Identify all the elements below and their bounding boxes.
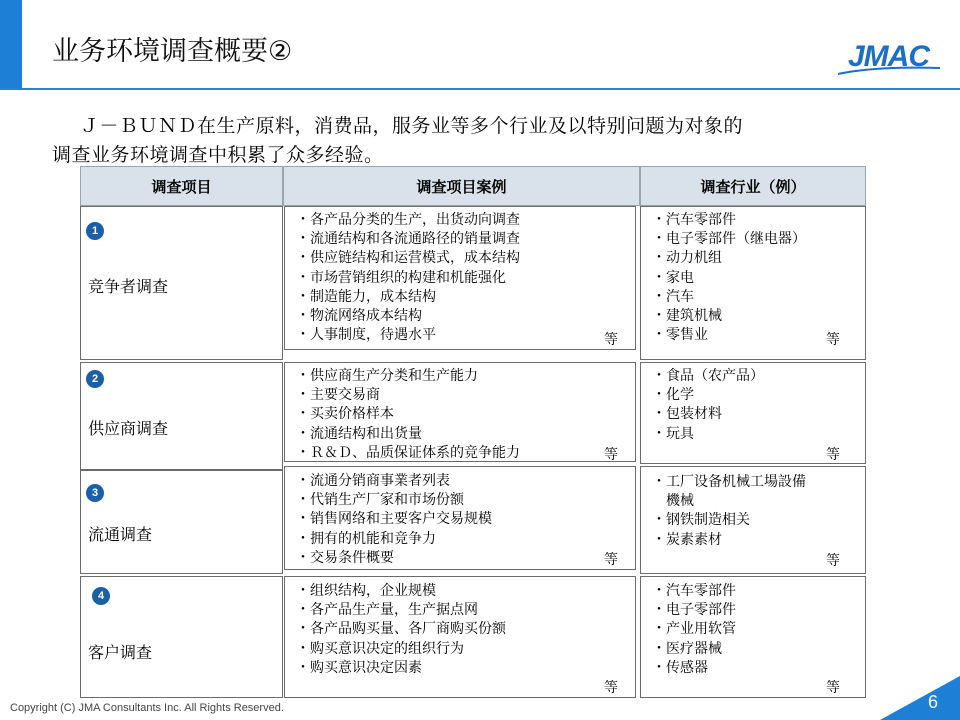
corner-accent: [880, 676, 960, 720]
list-item: ・玩具: [652, 425, 694, 442]
row1-industries-etc: 等: [826, 332, 840, 348]
list-item: ・各产品购买量、各厂商购买份额: [296, 621, 506, 638]
list-item: ・医疗器械: [652, 640, 722, 657]
logo-text: JMAC: [848, 40, 930, 73]
list-item: ・拥有的机能和竞争力: [296, 530, 436, 547]
row3-item-name: 流通调查: [88, 525, 153, 544]
list-item: ・汽车零部件: [652, 583, 736, 599]
list-item: ・购买意识决定的组织行为: [296, 640, 464, 657]
list-item: ・买卖价格样本: [296, 406, 394, 423]
row2-number-badge: 2: [86, 370, 104, 388]
list-item: ・流通结构和出货量: [296, 425, 422, 442]
list-item: ・物流网络成本结构: [296, 308, 422, 325]
jmac-logo: [836, 38, 942, 80]
list-item: ・炭素素材: [652, 531, 722, 548]
row1-industries-list: [652, 211, 806, 345]
list-item: ・组织结构，企业规模: [296, 583, 436, 599]
list-item: ・产业用软管: [652, 621, 736, 638]
row2-industries-etc: 等: [826, 447, 840, 463]
row3-cases-list: [296, 472, 492, 568]
header-industries: 调查行业（例）: [640, 166, 866, 206]
list-item: ・主要交易商: [296, 387, 380, 404]
list-item: ・销售网络和主要客户交易规模: [296, 511, 492, 528]
list-item: ・制造能力，成本结构: [296, 288, 436, 305]
list-item: ・供应链结构和运营模式，成本结构: [296, 250, 520, 267]
list-item: ・工厂设备机械工場設備: [652, 474, 806, 490]
logo-swoosh-icon: [836, 38, 942, 80]
list-item: ・零售业: [652, 327, 708, 344]
row4-cases-etc: 等: [604, 680, 618, 696]
list-item: ・各产品分类的生产，出货动向调查: [296, 212, 520, 228]
row4-item-cell: [80, 576, 283, 698]
row4-item-name: 客户调查: [88, 643, 153, 662]
header-item: 调查项目: [80, 166, 283, 206]
row4-industries-etc: 等: [826, 680, 840, 696]
list-item: ・Ｒ＆Ｄ、品质保证体系的竞争能力: [296, 444, 520, 461]
row4-number-badge: 4: [92, 587, 110, 605]
list-item: ・人事制度，待遇水平: [296, 327, 436, 344]
row2-industries-list: [652, 367, 764, 444]
list-item: ・代销生产厂家和市场份额: [296, 492, 464, 509]
row1-number-badge: 1: [86, 222, 104, 240]
row1-cases-list: [296, 211, 520, 345]
row2-cases-list: [296, 367, 520, 463]
list-item: ・各产品生产量，生产据点网: [296, 602, 478, 619]
list-item: ・流通结构和各流通路径的销量调查: [296, 231, 520, 248]
table-header: [80, 166, 866, 206]
row3-industries-etc: 等: [826, 553, 840, 569]
list-item: ・汽车零部件: [652, 212, 736, 228]
list-item: ・交易条件概要: [296, 549, 394, 566]
list-item: ・化学: [652, 387, 694, 404]
title-underline: [0, 88, 960, 90]
list-item: ・食品（农产品）: [652, 368, 764, 384]
list-item: ・电子零部件: [652, 602, 736, 619]
list-item: ・电子零部件（继电器）: [652, 231, 806, 248]
list-item: ・包装材料: [652, 406, 722, 423]
row2-cases-etc: 等: [604, 447, 618, 463]
list-item: ・家电: [652, 269, 694, 286]
list-item: ・钢铁制造相关: [652, 512, 750, 529]
intro-line-1: Ｊ－ＢＵＮＤ在生产原料，消费品，服务业等多个行业及以特别问题为对象的: [80, 115, 744, 137]
list-item: ・购买意识决定因素: [296, 659, 422, 676]
row3-cases-etc: 等: [604, 552, 618, 568]
row1-item-name: 竞争者调查: [88, 277, 169, 296]
row1-cases-etc: 等: [604, 332, 618, 348]
list-item: ・流通分销商事業者列表: [296, 473, 450, 489]
list-item: ・供应商生产分类和生产能力: [296, 368, 478, 384]
row4-industries-list: [652, 582, 736, 678]
page-title: 业务环境调查概要②: [52, 36, 293, 67]
list-item: ・市场营销组织的构建和机能强化: [296, 269, 506, 286]
row4-cases-list: [296, 582, 506, 678]
page-number: 6: [928, 692, 939, 712]
list-item: ・建筑机械: [652, 308, 722, 325]
row2-item-name: 供应商调查: [88, 419, 169, 438]
list-item: ・汽车: [652, 288, 694, 305]
row3-industries-list: [652, 473, 806, 550]
title-accent-bar: [0, 0, 22, 88]
row3-number-badge: 3: [86, 484, 104, 502]
list-item: ・动力机组: [652, 250, 722, 267]
header-cases: 调查项目案例: [283, 166, 640, 206]
list-item: 機械: [652, 493, 694, 510]
intro-paragraph: [52, 112, 912, 170]
copyright-footer: Copyright (C) JMA Consultants Inc. All Rights Reserved.: [10, 702, 284, 714]
list-item: ・传感器: [652, 659, 708, 676]
intro-line-2: 调查业务环境调查中积累了众多经验。: [52, 144, 384, 166]
